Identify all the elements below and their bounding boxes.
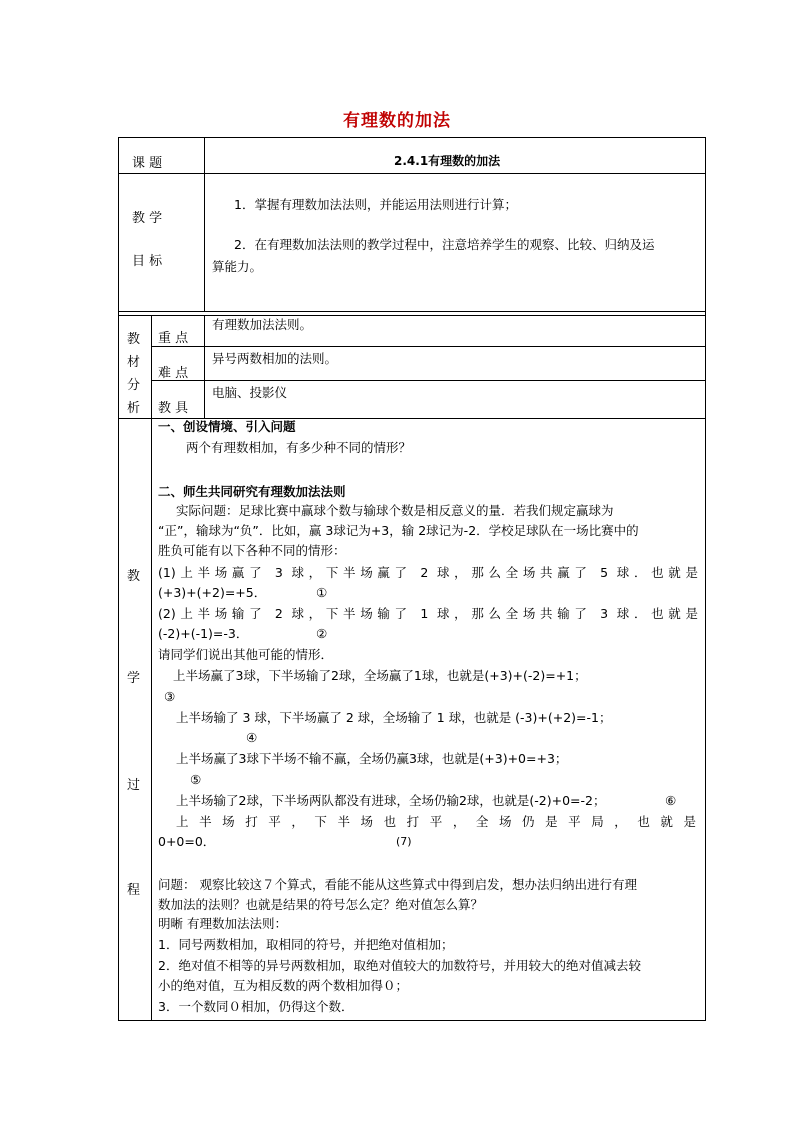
- rule-item: 3．一个数同０相加，仍得这个数．: [158, 999, 354, 1014]
- question-line: 数加法的法则？也就是结果的符号怎么定？绝对值怎么算？: [158, 897, 484, 912]
- col-rule: [204, 315, 205, 418]
- case-line: 上 半 场 打 平 ， 下 半 场 也 打 平 ， 全 场 仍 是 平 局 ， 也 就 是: [176, 814, 696, 829]
- analysis-label-char: 析: [127, 401, 141, 416]
- process-label-char: 程: [127, 883, 141, 898]
- analysis-label-char: 分: [127, 378, 141, 393]
- section-heading-2: 二、师生共同研究有理数加法法则: [158, 484, 346, 499]
- tools-value: 电脑、投影仪: [212, 385, 288, 400]
- question-line: 问题： 观察比较这７个算式，看能不能从这些算式中得到启发，想办法归纳出进行有理: [158, 877, 637, 892]
- rule-item: 1．同号两数相加，取相同的符号，并把绝对值相加；: [158, 937, 454, 952]
- col-rule: [151, 315, 152, 418]
- rule-heading: 明晰 有理数加法法则：: [158, 916, 287, 931]
- section-heading-1: 一、创设情境、引入问题: [158, 419, 296, 434]
- goal-item-1: 1．掌握有理数加法法则，并能运用法则进行计算；: [234, 197, 517, 212]
- case-line: 上半场输了 3 球，下半场赢了 2 球，全场输了 1 球，也就是 (-3)+(+2)=-1；: [176, 710, 612, 725]
- case-line: 上半场赢了3球下半场不输不赢，全场仍赢3球，也就是(+3)+0=+3；: [176, 751, 568, 766]
- row-rule: [118, 311, 706, 312]
- key-point-value: 有理数加法法则。: [212, 317, 313, 332]
- row-rule: [151, 346, 706, 347]
- case-line: 0+0=0．: [158, 834, 216, 849]
- case-line: (1)上半场赢了 3 球，下半场赢了 2 球，那么全场共赢了 5 球．也就是: [158, 565, 698, 580]
- case-line: (-2)+(-1)=-3．: [158, 626, 249, 641]
- process-label-char: 过: [127, 778, 141, 793]
- course-label: 课 题: [132, 156, 163, 171]
- process-label-char: 教: [127, 569, 141, 584]
- row-rule: [118, 173, 706, 174]
- paragraph-line: 胜负可能有以下各种不同的情形：: [158, 543, 346, 558]
- table-border-right: [705, 137, 706, 1021]
- lesson-plan-table: [118, 137, 706, 1021]
- row-rule: [151, 380, 706, 381]
- case-marker: ④: [246, 730, 258, 745]
- case-line: (+3)+(+2)=+5．: [158, 585, 267, 600]
- col-rule: [204, 137, 205, 312]
- case-line: 请同学们说出其他可能的情形．: [158, 647, 334, 662]
- col-rule: [151, 418, 152, 1021]
- key-point-label: 重 点: [158, 331, 189, 346]
- analysis-group-label: [127, 328, 140, 420]
- rule-item: 2．绝对值不相等的异号两数相加，取绝对值较大的加数符号，并用较大的绝对值减去较: [158, 958, 641, 973]
- difficulty-value: 异号两数相加的法则。: [212, 351, 338, 366]
- paragraph-line: 实际问题：足球比赛中赢球个数与输球个数是相反意义的量．若我们规定赢球为: [176, 503, 614, 518]
- table-border-left: [118, 137, 119, 1021]
- tools-label: 教 具: [158, 401, 189, 416]
- case-marker: ①: [316, 585, 328, 600]
- analysis-label-char: 材: [127, 355, 141, 370]
- case-marker: ②: [316, 626, 328, 641]
- case-marker: (7): [396, 835, 412, 848]
- goals-label-1: 教 学: [132, 211, 163, 226]
- goal-item-2a: 2．在有理数加法法则的教学过程中，注意培养学生的观察、比较、归纳及运: [234, 237, 655, 252]
- case-line: 上半场输了2球，下半场两队都没有进球，全场仍输2球，也就是(-2)+0=-2；: [176, 793, 606, 808]
- paragraph-line: “正”，输球为“负”．比如，赢 3球记为+3，输 2球记为-2．学校足球队在一场比赛中的: [158, 523, 639, 538]
- page-title: 有理数的加法: [343, 111, 451, 131]
- table-border-top: [118, 137, 706, 138]
- table-border-bottom: [118, 1020, 706, 1021]
- case-marker: ⑤: [190, 772, 202, 787]
- course-value: 2.4.1有理数的加法: [394, 154, 501, 168]
- goals-label-2: 目 标: [132, 254, 163, 269]
- rule-item: 小的绝对值，互为相反数的两个数相加得０；: [158, 978, 409, 993]
- analysis-label-char: 教: [127, 332, 141, 347]
- row-rule: [118, 315, 706, 316]
- case-line: 上半场赢了3球，下半场输了2球，全场赢了1球，也就是(+3)+(-2)=+1；: [173, 668, 587, 683]
- case-marker: ⑥: [665, 793, 677, 808]
- case-marker: ③: [164, 689, 176, 704]
- question-text: 两个有理数相加，有多少种不同的情形？: [186, 440, 412, 455]
- case-line: (2)上半场输了 2 球，下半场输了 1 球，那么全场共输了 3 球．也就是: [158, 606, 698, 621]
- goal-item-2b: 算能力。: [212, 259, 263, 274]
- process-label-char: 学: [127, 671, 141, 686]
- difficulty-label: 难 点: [158, 366, 189, 381]
